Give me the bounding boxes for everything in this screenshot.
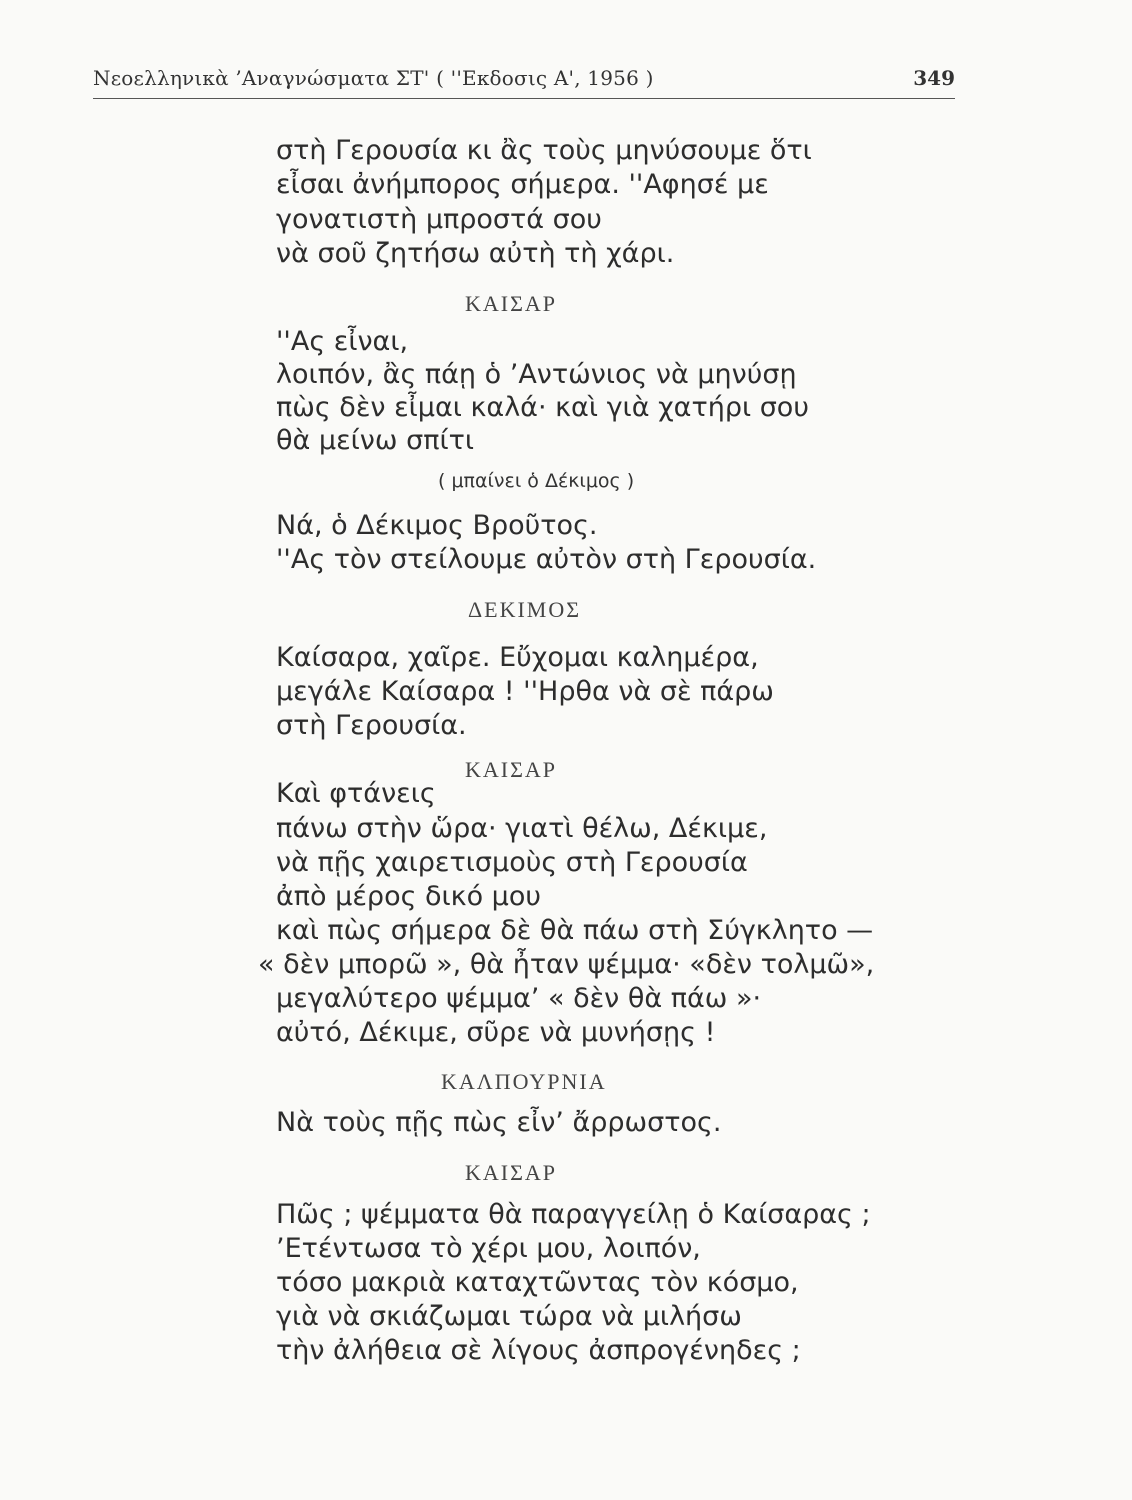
verse-line: εἶσαι ἀνήμπορος σήμερα. ''Αφησέ με [276,169,769,200]
speaker-name: ΚΑΙΣΑΡ [465,757,558,782]
speaker-name: ΚΑΛΠΟΥΡΝΙΑ [441,1069,607,1094]
header-title: Νεοελληνικὰ ’Αναγνώσματα ΣΤ' ( ''Εκδοσις Α', 1956 ) [93,66,654,90]
verse-line: μεγαλύτερο ψέμμα’ « δὲν θὰ πάω »· [276,983,762,1014]
verse-line: Καὶ φτάνεις [276,778,436,809]
verse-line: μεγάλε Καίσαρα ! ''Ηρθα νὰ σὲ πάρω [276,676,774,707]
verse-line: ἀπὸ μέρος δικό μου [276,881,542,912]
verse-line: ''Ας εἶναι, [276,326,409,357]
verse-line: γονατιστὴ μπροστά σου [276,204,602,235]
running-header [93,66,955,98]
speaker-name: ΚΑΙΣΑΡ [465,291,558,316]
header-rule [93,98,955,99]
verse-line: στὴ Γερουσία. [276,710,467,741]
verse-line: Νὰ τοὺς πῇς πὼς εἶν’ ἄρρωστος. [276,1107,722,1138]
verse-line: αὐτό, Δέκιμε, σῦρε νὰ μυνήσῃς ! [276,1017,716,1048]
verse-line: στὴ Γερουσία κι ἂς τοὺς μηνύσουμε ὅτι [276,135,812,166]
verse-line: πὼς δὲν εἶμαι καλά· καὶ γιὰ χατήρι σου [276,392,809,423]
verse-line: « δὲν μπορῶ », θὰ ἦταν ψέμμα· «δὲν τολμῶ», [258,949,875,980]
verse-line: καὶ πὼς σήμερα δὲ θὰ πάω στὴ Σύγκλητο — [276,915,874,946]
stage-direction: ( μπαίνει ὁ Δέκιμος ) [438,470,635,492]
speaker-name: ΔΕΚΙΜΟΣ [468,597,582,622]
verse-line: Πῶς ; ψέμματα θὰ παραγγείλῃ ὁ Καίσαρας ; [276,1199,871,1230]
verse-line: Καίσαρα, χαῖρε. Εὔχομαι καλημέρα, [276,642,759,673]
verse-line: νὰ σοῦ ζητήσω αὐτὴ τὴ χάρι. [276,238,675,269]
verse-line: θὰ μείνω σπίτι [276,425,474,456]
verse-line: νὰ πῇς χαιρετισμοὺς στὴ Γερουσία [276,847,748,878]
verse-line: Νά, ὁ Δέκιμος Βροῦτος. [276,510,598,541]
page-number: 349 [913,66,955,90]
speaker-name: ΚΑΙΣΑΡ [465,1160,558,1185]
verse-line: τὴν ἀλήθεια σὲ λίγους ἀσπρογένηδες ; [276,1335,801,1366]
verse-line: λοιπόν, ἂς πάῃ ὁ ’Αντώνιος νὰ μηνύσῃ [276,359,797,390]
verse-line: γιὰ νὰ σκιάζωμαι τώρα νὰ μιλήσω [276,1301,742,1332]
verse-line: ''Ας τὸν στείλουμε αὐτὸν στὴ Γερουσία. [276,544,817,575]
verse-line: τόσο μακριὰ καταχτῶντας τὸν κόσμο, [276,1267,799,1298]
verse-line: ’Ετέντωσα τὸ χέρι μου, λοιπόν, [276,1233,701,1264]
verse-line: πάνω στὴν ὥρα· γιατὶ θέλω, Δέκιμε, [276,813,768,844]
